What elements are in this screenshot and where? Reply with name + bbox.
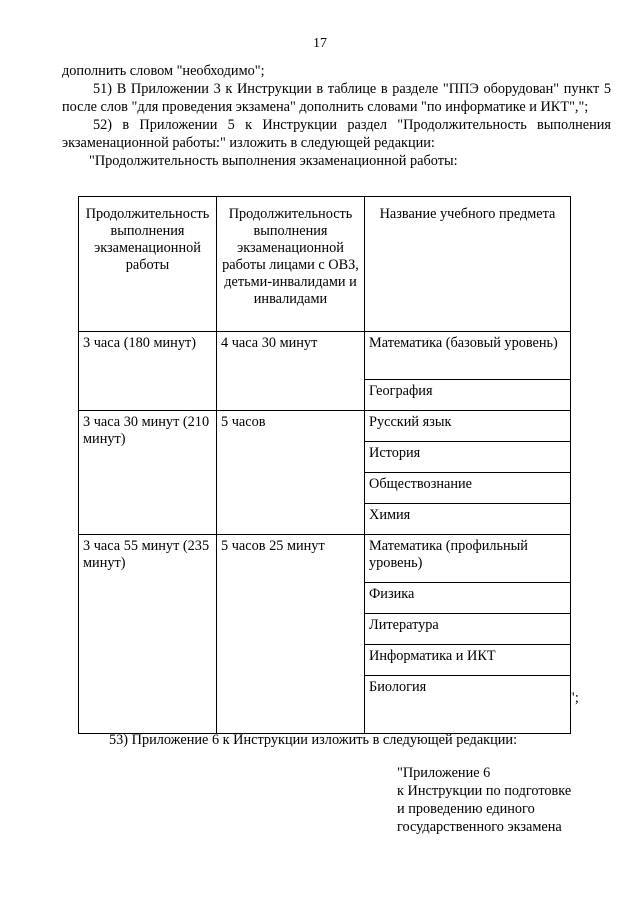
subject-cell: Литература: [365, 614, 571, 645]
appendix-line: к Инструкции по подготовке: [397, 783, 572, 799]
subject-cell: Физика: [365, 583, 571, 614]
page-number: 17: [313, 36, 327, 51]
duration-ovz-cell: 5 часов 25 минут: [217, 535, 365, 734]
subject-cell: Информатика и ИКТ: [365, 645, 571, 676]
closing-quote-mark: ";: [569, 690, 579, 706]
table-row: [79, 411, 571, 442]
subject-cell: Обществознание: [365, 473, 571, 504]
duration-cell: 3 часа 30 минут (210 минут): [79, 411, 217, 535]
paragraph-51: 51) В Приложении 3 к Инструкции в таблице в разделе "ППЭ оборудован" пункт 5 после слов "для проведения экзамена" дополнить словами "по информатике и ИКТ",";: [62, 81, 611, 115]
duration-cell: 3 часа 55 минут (235 минут): [79, 535, 217, 734]
paragraph-52: 52) в Приложении 5 к Инструкции раздел "Продолжительность выполнения экзаменационной работы:" изложить в следующей редакции:: [62, 117, 611, 151]
appendix-header: [397, 764, 571, 836]
subject-cell: География: [365, 380, 571, 411]
header-duration: Продолжительность выполнения экзаменационной работы: [79, 197, 217, 332]
paragraph-continuation: дополнить словом "необходимо";: [62, 63, 265, 79]
appendix-line: "Приложение 6: [397, 765, 491, 781]
header-subject: Название учебного предмета: [365, 197, 571, 332]
duration-cell: 3 часа (180 минут): [79, 332, 217, 411]
subject-cell: Химия: [365, 504, 571, 535]
subject-cell: Биология: [365, 676, 571, 734]
appendix-line: и проведению единого: [397, 801, 535, 817]
table-row: [79, 332, 571, 380]
duration-table: [78, 196, 571, 734]
duration-ovz-cell: 5 часов: [217, 411, 365, 535]
subject-cell: Математика (профильный уровень): [365, 535, 571, 583]
header-duration-ovz: Продолжительность выполнения экзаменационной работы лицами с ОВЗ, детьми-инвалидами и инвалидами: [217, 197, 365, 332]
subject-cell: История: [365, 442, 571, 473]
body-text: [62, 62, 611, 170]
paragraph-53: 53) Приложение 6 к Инструкции изложить в следующей редакции:: [109, 732, 518, 748]
appendix-line: государственного экзамена: [397, 819, 562, 835]
subject-cell: Математика (базовый уровень): [365, 332, 571, 380]
quote-heading: "Продолжительность выполнения экзаменационной работы:: [89, 153, 458, 169]
duration-ovz-cell: 4 часа 30 минут: [217, 332, 365, 411]
table-header-row: [79, 197, 571, 332]
subject-cell: Русский язык: [365, 411, 571, 442]
table-row: [79, 535, 571, 583]
